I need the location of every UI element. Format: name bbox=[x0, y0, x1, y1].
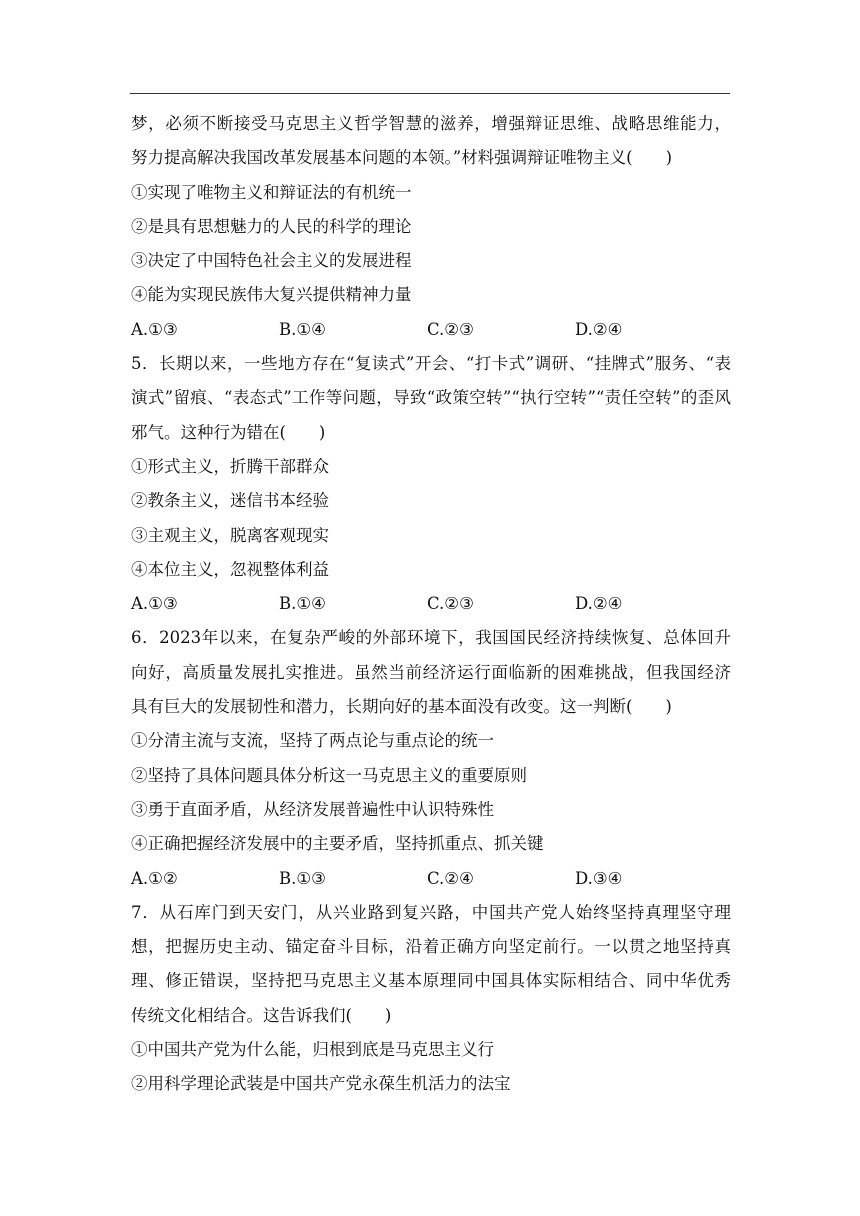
option-d[interactable]: D.③④ bbox=[575, 868, 623, 888]
statement-item: ①中国共产党为什么能，归根到底是马克思主义行 bbox=[131, 1040, 494, 1060]
option-c[interactable]: C.②③ bbox=[427, 594, 474, 614]
question-stem-line: 理、修正错误，坚持把马克思主义基本原理同中国具体实际相结合、同中华优秀 bbox=[131, 971, 731, 991]
question-stem-line: 传统文化相结合。这告诉我们( ) bbox=[131, 1005, 392, 1025]
header-rule bbox=[130, 93, 730, 94]
question-6 bbox=[131, 621, 731, 895]
option-c[interactable]: C.②④ bbox=[427, 868, 474, 888]
statement-item: ④正确把握经济发展中的主要矛盾，坚持抓重点、抓关键 bbox=[131, 834, 544, 854]
question-stem-line: 6．2023年以来，在复杂严峻的外部环境下，我国国民经济持续恢复、总体回升 bbox=[131, 628, 731, 648]
question-stem-line: 5．长期以来，一些地方存在“复读式”开会、“打卡式”调研、“挂牌式”服务、“表 bbox=[131, 354, 731, 374]
answer-options bbox=[131, 313, 731, 347]
statement-item: ②教条主义，迷信书本经验 bbox=[131, 491, 329, 511]
option-d[interactable]: D.②④ bbox=[575, 319, 623, 339]
statement-item: ①形式主义，折腾干部群众 bbox=[131, 456, 329, 476]
option-a[interactable]: A.①③ bbox=[131, 319, 178, 339]
question-stem-line: 努力提高解决我国改革发展基本问题的本领。”材料强调辩证唯物主义( ) bbox=[131, 148, 673, 168]
option-b[interactable]: B.①④ bbox=[279, 594, 326, 614]
option-b[interactable]: B.①④ bbox=[279, 319, 326, 339]
question-stem-line: 具有巨大的发展韧性和潜力，长期向好的基本面没有改变。这一判断( ) bbox=[131, 697, 672, 717]
option-a[interactable]: A.①② bbox=[131, 868, 178, 888]
option-b[interactable]: B.①③ bbox=[279, 868, 326, 888]
question-stem-line: 向好，高质量发展扎实推进。虽然当前经济运行面临新的困难挑战，但我国经济 bbox=[131, 662, 731, 682]
statement-item: ①分清主流与支流，坚持了两点论与重点论的统一 bbox=[131, 731, 494, 751]
option-c[interactable]: C.②③ bbox=[427, 319, 474, 339]
question-stem-line: 想，把握历史主动、锚定奋斗目标，沿着正确方向坚定前行。一以贯之地坚持真 bbox=[131, 937, 731, 957]
question-stem-line: 梦，必须不断接受马克思主义哲学智慧的滋养，增强辩证思维、战略思维能力， bbox=[131, 114, 731, 133]
question-stem-line: 邪气。这种行为错在( ) bbox=[131, 422, 326, 442]
content-area bbox=[131, 107, 731, 1102]
statement-item: ②用科学理论武装是中国共产党永葆生机活力的法宝 bbox=[131, 1074, 511, 1094]
question-stem-line: 7．从石库门到天安门，从兴业路到复兴路，中国共产党人始终坚持真理坚守理 bbox=[131, 902, 731, 922]
question-5 bbox=[131, 347, 731, 621]
statement-item: ③主观主义，脱离客观现实 bbox=[131, 525, 329, 545]
question-4 bbox=[131, 107, 731, 347]
answer-options bbox=[131, 862, 731, 896]
statement-item: ③勇于直面矛盾，从经济发展普遍性中认识特殊性 bbox=[131, 799, 494, 819]
statement-item: ②坚持了具体问题具体分析这一马克思主义的重要原则 bbox=[131, 765, 527, 785]
statement-item: ④能为实现民族伟大复兴提供精神力量 bbox=[131, 285, 412, 305]
option-d[interactable]: D.②④ bbox=[575, 594, 623, 614]
option-a[interactable]: A.①③ bbox=[131, 594, 178, 614]
question-7 bbox=[131, 896, 731, 1102]
statement-item: ②是具有思想魅力的人民的科学的理论 bbox=[131, 216, 412, 236]
statement-item: ①实现了唯物主义和辩证法的有机统一 bbox=[131, 182, 412, 202]
answer-options bbox=[131, 587, 731, 621]
statement-item: ④本位主义，忽视整体利益 bbox=[131, 559, 329, 579]
question-stem-line: 演式”留痕、“表态式”工作等问题，导致“政策空转”“执行空转”“责任空转”的歪风 bbox=[131, 388, 731, 408]
statement-item: ③决定了中国特色社会主义的发展进程 bbox=[131, 251, 412, 271]
